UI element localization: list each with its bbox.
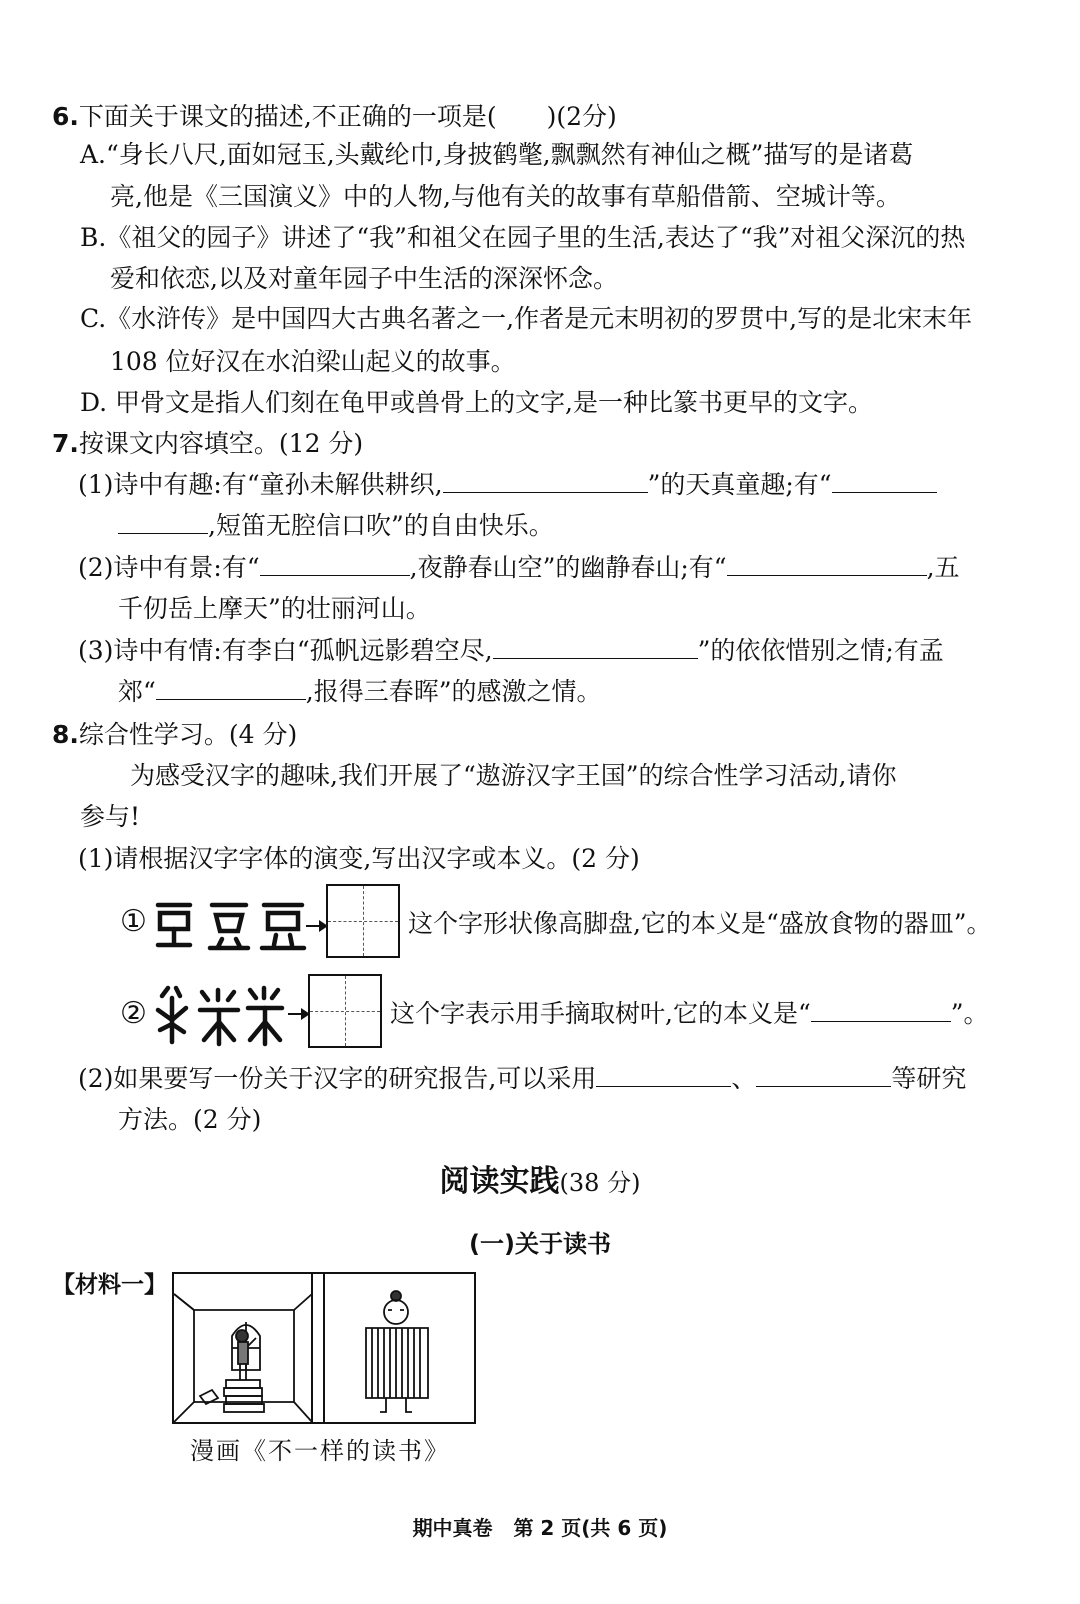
answer-blank[interactable] <box>260 551 410 576</box>
arrow-icon <box>288 1013 308 1015</box>
q7-part1-line2: ,短笛无腔信口吹”的自由快乐。 <box>118 509 554 543</box>
q7-part1-line1: (1)诗中有趣:有“童孙未解供耕织, ”的天真童趣;有“ <box>78 468 937 502</box>
ancient-cai-glyphs <box>150 980 290 1050</box>
q7-part2-line2: 千仞岳上摩天”的壮丽河山。 <box>118 594 431 623</box>
q8-sub2-line2: 方法。(2 分) <box>118 1105 262 1134</box>
item2-number: ② <box>120 996 147 1031</box>
ancient-dou-glyphs <box>150 895 310 955</box>
answer-blank[interactable] <box>727 551 927 576</box>
q8-sub2-line1: (2)如果要写一份关于汉字的研究报告,可以采用 、 等研究 <box>78 1064 967 1093</box>
q6-stem: 6.下面关于课文的描述,不正确的一项是( )(2分) <box>52 102 617 131</box>
q8-number: 8. <box>52 720 79 749</box>
page-footer: 期中真卷 第 2 页(共 6 页) <box>412 1516 668 1540</box>
item1-description: 这个字形状像高脚盘,它的本义是“盛放食物的器皿”。 <box>408 909 992 938</box>
q6-option-d: D. 甲骨文是指人们刻在龟甲或兽骨上的文字,是一种比篆书更早的文字。 <box>80 388 873 417</box>
q6-option-a-line2: 亮,他是《三国演义》中的人物,与他有关的故事有草船借箭、空城计等。 <box>110 182 901 211</box>
character-writing-box[interactable] <box>308 974 382 1048</box>
answer-blank[interactable] <box>811 997 951 1022</box>
section-subtitle: (一)关于读书 <box>469 1230 611 1258</box>
q8-stem: 8.综合性学习。(4 分) <box>52 720 298 749</box>
character-writing-box[interactable] <box>326 884 400 958</box>
item2-description: 这个字表示用手摘取树叶,它的本义是“ ”。 <box>390 999 989 1028</box>
q6-number: 6. <box>52 102 79 131</box>
item1-number: ① <box>120 904 147 939</box>
answer-blank[interactable] <box>493 634 698 659</box>
comic-caption: 漫画《不一样的读书》 <box>190 1437 450 1465</box>
q7-number: 7. <box>52 429 79 458</box>
q8-intro-line1: 为感受汉字的趣味,我们开展了“遨游汉字王国”的综合性学习活动,请你 <box>130 761 897 790</box>
answer-blank[interactable] <box>756 1062 891 1087</box>
section-title: 阅读实践(38 分) <box>439 1164 641 1199</box>
q6-option-a-line1: A.“身长八尺,面如冠玉,头戴纶巾,身披鹤氅,飘飘然有神仙之概”描写的是诸葛 <box>80 140 914 169</box>
q7-stem: 7.按课文内容填空。(12 分) <box>52 429 364 458</box>
q8-sub1: (1)请根据汉字字体的演变,写出汉字或本义。(2 分) <box>78 844 640 873</box>
comic-illustration <box>172 1272 476 1424</box>
answer-blank[interactable] <box>596 1062 731 1087</box>
q6-option-c-line1: C.《水浒传》是中国四大古典名著之一,作者是元末明初的罗贯中,写的是北宋末年 <box>80 304 973 333</box>
q7-part3-line1: (3)诗中有情:有李白“孤帆远影碧空尽, ”的依依惜别之情;有孟 <box>78 636 944 665</box>
q6-option-c-line2: 108 位好汉在水泊梁山起义的故事。 <box>110 347 516 376</box>
answer-blank[interactable] <box>443 468 648 493</box>
q6-option-b-line2: 爱和依恋,以及对童年园子中生活的深深怀念。 <box>110 264 618 293</box>
q7-part3-line2: 郊“ ,报得三春晖”的感激之情。 <box>118 677 602 706</box>
q8-intro-line2: 参与! <box>80 802 141 831</box>
arrow-icon <box>306 925 326 927</box>
answer-blank[interactable] <box>832 468 937 493</box>
answer-blank[interactable] <box>118 509 208 534</box>
q6-option-b-line1: B.《祖父的园子》讲述了“我”和祖父在园子里的生活,表达了“我”对祖父深沉的热 <box>80 223 966 252</box>
answer-blank[interactable] <box>156 675 306 700</box>
q7-part2-line1: (2)诗中有景:有“ ,夜静春山空”的幽静春山;有“ ,五 <box>78 553 960 582</box>
material-label: 【材料一】 <box>52 1272 167 1298</box>
